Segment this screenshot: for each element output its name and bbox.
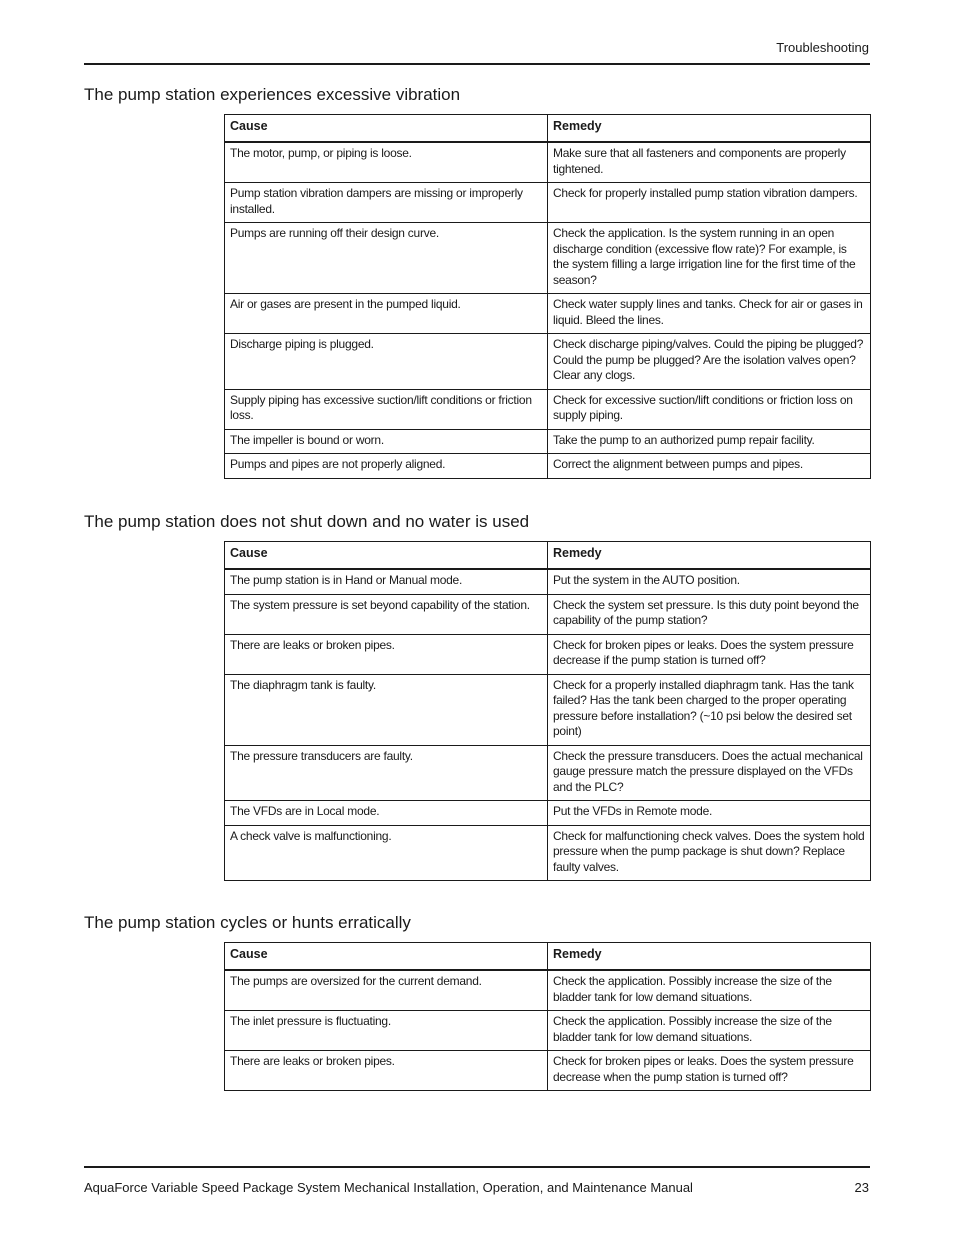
cause-cell: The impeller is bound or worn.	[225, 429, 548, 454]
table-row	[225, 1011, 871, 1051]
remedy-cell: Check for broken pipes or leaks. Does the system pressure decrease if the pump station is turned off?	[548, 634, 871, 674]
cause-cell: The diaphragm tank is faulty.	[225, 674, 548, 745]
cause-cell: The pumps are oversized for the current demand.	[225, 970, 548, 1011]
page-number: 23	[854, 1180, 869, 1195]
cause-cell: Pumps are running off their design curve.	[225, 223, 548, 294]
cause-cell: The system pressure is set beyond capability of the station.	[225, 594, 548, 634]
table-header-row	[225, 943, 871, 971]
header-rule	[84, 63, 870, 65]
remedy-cell: Take the pump to an authorized pump repair facility.	[548, 429, 871, 454]
cause-cell: A check valve is malfunctioning.	[225, 825, 548, 881]
column-header-cause: Cause	[225, 115, 548, 143]
column-header-cause: Cause	[225, 542, 548, 570]
table-row	[225, 334, 871, 390]
table-row	[225, 634, 871, 674]
remedy-cell: Put the VFDs in Remote mode.	[548, 801, 871, 826]
table-row	[225, 745, 871, 801]
table-row	[225, 454, 871, 479]
remedy-cell: Check water supply lines and tanks. Check for air or gases in liquid. Bleed the lines.	[548, 294, 871, 334]
table-row	[225, 569, 871, 594]
cause-cell: Discharge piping is plugged.	[225, 334, 548, 390]
remedy-cell: Check the system set pressure. Is this duty point beyond the capability of the pump station?	[548, 594, 871, 634]
troubleshooting-table-no-shutdown	[224, 541, 871, 881]
section-title-no-shutdown: The pump station does not shut down and no water is used	[84, 512, 530, 531]
cause-cell: The inlet pressure is fluctuating.	[225, 1011, 548, 1051]
footer-rule	[84, 1166, 870, 1168]
cause-cell: There are leaks or broken pipes.	[225, 634, 548, 674]
remedy-cell: Check for malfunctioning check valves. Does the system hold pressure when the pump package is shut down? Replace faulty valves.	[548, 825, 871, 881]
cause-cell: Air or gases are present in the pumped liquid.	[225, 294, 548, 334]
cause-cell: The motor, pump, or piping is loose.	[225, 142, 548, 183]
remedy-cell: Check discharge piping/valves. Could the piping be plugged? Could the pump be plugged? Are the isolation valves open? Clear any clogs.	[548, 334, 871, 390]
table-row	[225, 223, 871, 294]
cause-cell: Pump station vibration dampers are missing or improperly installed.	[225, 183, 548, 223]
table-row	[225, 429, 871, 454]
table-row	[225, 970, 871, 1011]
remedy-cell: Check the application. Possibly increase the size of the bladder tank for low demand situations.	[548, 1011, 871, 1051]
table-row	[225, 183, 871, 223]
running-header: Troubleshooting	[776, 40, 869, 55]
troubleshooting-table-cycles	[224, 942, 871, 1091]
troubleshooting-table-vibration	[224, 114, 871, 479]
table-header-row	[225, 115, 871, 143]
cause-cell: The pump station is in Hand or Manual mode.	[225, 569, 548, 594]
column-header-cause: Cause	[225, 943, 548, 971]
remedy-cell: Check the application. Possibly increase the size of the bladder tank for low demand situations.	[548, 970, 871, 1011]
table-row	[225, 801, 871, 826]
cause-cell: The pressure transducers are faulty.	[225, 745, 548, 801]
table-row	[225, 1051, 871, 1091]
table-row	[225, 294, 871, 334]
cause-cell: Supply piping has excessive suction/lift conditions or friction loss.	[225, 389, 548, 429]
cause-cell: There are leaks or broken pipes.	[225, 1051, 548, 1091]
remedy-cell: Check for a properly installed diaphragm tank. Has the tank failed? Has the tank been charged to the proper operating pressure before installation? (~10 psi below the desired set point)	[548, 674, 871, 745]
remedy-cell: Check for broken pipes or leaks. Does the system pressure decrease when the pump station is turned off?	[548, 1051, 871, 1091]
column-header-remedy: Remedy	[548, 115, 871, 143]
remedy-cell: Put the system in the AUTO position.	[548, 569, 871, 594]
table-row	[225, 389, 871, 429]
table-row	[225, 825, 871, 881]
column-header-remedy: Remedy	[548, 943, 871, 971]
section-title-cycles: The pump station cycles or hunts erratically	[84, 913, 411, 932]
remedy-cell: Check for excessive suction/lift conditions or friction loss on supply piping.	[548, 389, 871, 429]
remedy-cell: Check for properly installed pump station vibration dampers.	[548, 183, 871, 223]
table-header-row	[225, 542, 871, 570]
remedy-cell: Check the pressure transducers. Does the actual mechanical gauge pressure match the pressure displayed on the VFDs and the PLC?	[548, 745, 871, 801]
section-title-vibration: The pump station experiences excessive vibration	[84, 85, 461, 104]
remedy-cell: Correct the alignment between pumps and pipes.	[548, 454, 871, 479]
column-header-remedy: Remedy	[548, 542, 871, 570]
table-row	[225, 674, 871, 745]
remedy-cell: Check the application. Is the system running in an open discharge condition (excessive flow rate)? For example, is the system filling a large irrigation line for the first time of the season?	[548, 223, 871, 294]
cause-cell: Pumps and pipes are not properly aligned.	[225, 454, 548, 479]
remedy-cell: Make sure that all fasteners and components are properly tightened.	[548, 142, 871, 183]
footer-manual-title: AquaForce Variable Speed Package System Mechanical Installation, Operation, and Maintenance Manual	[84, 1180, 693, 1195]
table-row	[225, 142, 871, 183]
cause-cell: The VFDs are in Local mode.	[225, 801, 548, 826]
table-row	[225, 594, 871, 634]
